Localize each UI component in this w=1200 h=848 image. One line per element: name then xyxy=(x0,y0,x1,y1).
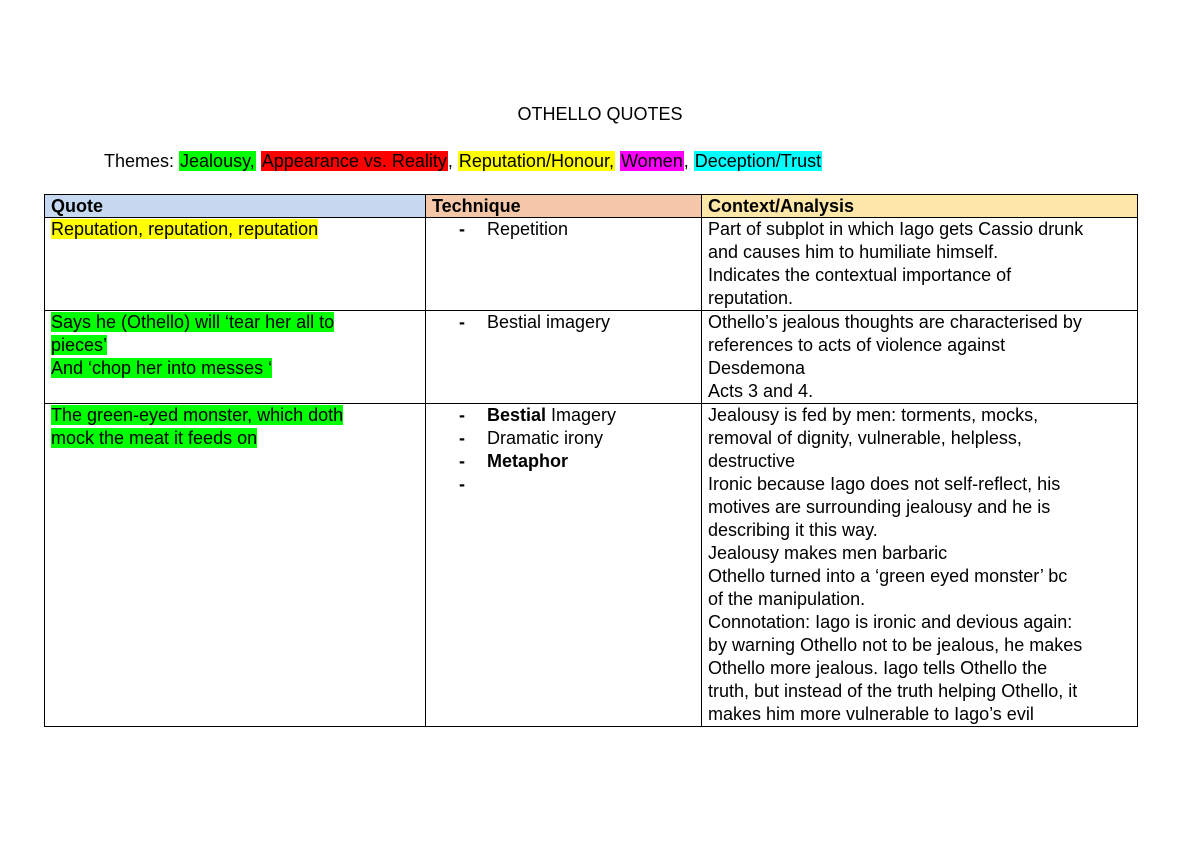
technique-text: Dramatic irony xyxy=(487,428,604,448)
quote-text: mock the meat it feeds on xyxy=(51,428,258,448)
technique-item xyxy=(459,311,701,334)
technique-bold-text: Metaphor xyxy=(487,451,568,471)
page-title: OTHELLO QUOTES xyxy=(517,104,683,124)
theme-appearance-vs-reality: Appearance vs. Reality xyxy=(261,151,447,171)
context-cell xyxy=(702,404,1138,727)
technique-cell xyxy=(426,311,702,404)
quote-text: And ‘chop her into messes ‘ xyxy=(51,358,273,378)
quote-text: The green-eyed monster, which doth xyxy=(51,405,344,425)
technique-list xyxy=(432,218,701,241)
quote-cell xyxy=(45,404,426,727)
technique-cell xyxy=(426,218,702,311)
context-line: by warning Othello not to be jealous, he makes xyxy=(708,635,1083,655)
context-line: Othello more jealous. Iago tells Othello the xyxy=(708,658,1048,678)
technique-list xyxy=(432,404,701,496)
context-line: Ironic because Iago does not self-reflect, his xyxy=(708,474,1061,494)
bullet-dash: - xyxy=(459,451,465,471)
context-line: truth, but instead of the truth helping Othello, it xyxy=(708,681,1078,701)
theme-deception-trust: Deception/Trust xyxy=(694,151,822,171)
technique-item xyxy=(459,427,701,450)
technique-item xyxy=(459,450,701,473)
context-line: Connotation: Iago is ironic and devious again: xyxy=(708,612,1073,632)
header-context-analysis: Context/Analysis xyxy=(702,195,1138,218)
context-line: of the manipulation. xyxy=(708,589,866,609)
quote-cell xyxy=(45,218,426,311)
context-line: motives are surrounding jealousy and he is xyxy=(708,497,1051,517)
context-line: Indicates the contextual importance of xyxy=(708,265,1012,285)
context-line: Othello turned into a ‘green eyed monster’ bc xyxy=(708,566,1068,586)
context-line: Jealousy makes men barbaric xyxy=(708,543,948,563)
context-line: Part of subplot in which Iago gets Cassio drunk xyxy=(708,219,1084,239)
context-line: Othello’s jealous thoughts are characterised by xyxy=(708,312,1082,332)
technique-item xyxy=(459,218,701,241)
context-line: Acts 3 and 4. xyxy=(708,381,814,401)
themes-label: Themes: xyxy=(104,151,180,171)
table-row xyxy=(45,218,1138,311)
bullet-dash: - xyxy=(459,428,465,448)
technique-item xyxy=(459,404,701,427)
theme-reputation-honour: Reputation/Honour, xyxy=(458,151,614,171)
context-line: and causes him to humiliate himself. xyxy=(708,242,999,262)
technique-text: Repetition xyxy=(487,219,569,239)
theme-separator: , xyxy=(447,151,458,171)
technique-bold-text: Bestial xyxy=(487,405,547,425)
table-row xyxy=(45,311,1138,404)
technique-text: Bestial imagery xyxy=(487,312,611,332)
technique-item xyxy=(459,473,701,496)
context-cell xyxy=(702,311,1138,404)
theme-women: Women xyxy=(621,151,683,171)
context-cell xyxy=(702,218,1138,311)
quotes-table xyxy=(44,194,1138,727)
context-line: Jealousy is fed by men: torments, mocks, xyxy=(708,405,1039,425)
themes-line xyxy=(104,149,822,173)
quote-cell xyxy=(45,311,426,404)
header-technique: Technique xyxy=(426,195,702,218)
quote-text: Says he (Othello) will ‘tear her all to xyxy=(51,312,335,332)
quote-text: Reputation, reputation, reputation xyxy=(51,219,319,239)
header-quote: Quote xyxy=(45,195,426,218)
context-line: destructive xyxy=(708,451,796,471)
bullet-dash: - xyxy=(459,405,465,425)
quote-text: pieces’ xyxy=(51,335,108,355)
bullet-dash: - xyxy=(459,312,465,332)
table-row xyxy=(45,404,1138,727)
technique-list xyxy=(432,311,701,334)
technique-cell xyxy=(426,404,702,727)
context-line: makes him more vulnerable to Iago’s evil xyxy=(708,704,1034,724)
context-line: references to acts of violence against xyxy=(708,335,1006,355)
context-line: removal of dignity, vulnerable, helpless, xyxy=(708,428,1022,448)
bullet-dash: - xyxy=(459,474,465,494)
technique-text: Imagery xyxy=(546,405,617,425)
context-line: Desdemona xyxy=(708,358,806,378)
table-header-row xyxy=(45,195,1138,218)
theme-separator: , xyxy=(683,151,694,171)
context-line: reputation. xyxy=(708,288,794,308)
context-line: describing it this way. xyxy=(708,520,878,540)
theme-jealousy: Jealousy, xyxy=(180,151,255,171)
theme-separator xyxy=(256,151,261,171)
bullet-dash: - xyxy=(459,219,465,239)
